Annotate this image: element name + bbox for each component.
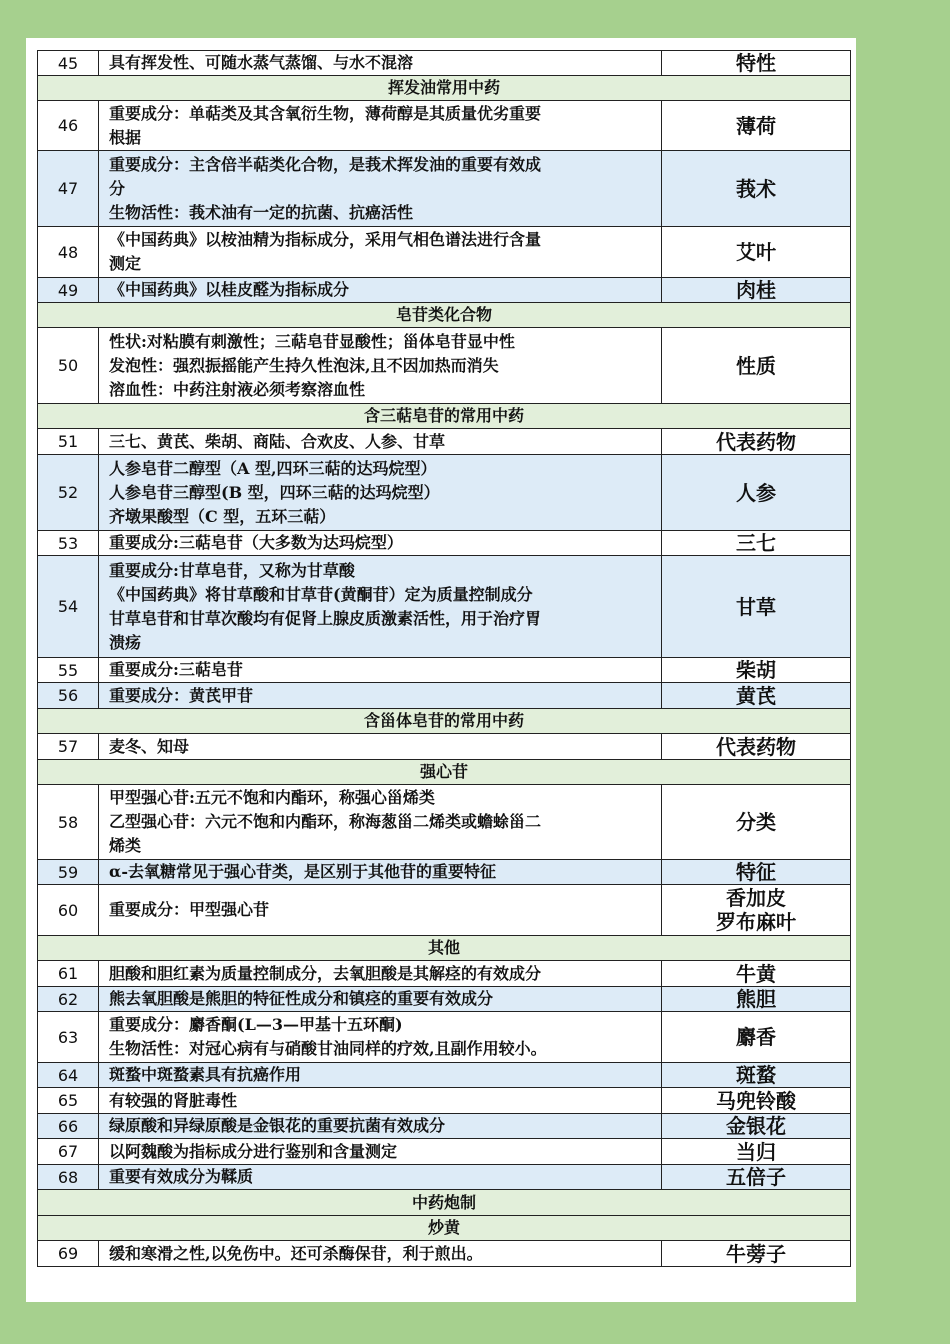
row-description bbox=[99, 1063, 662, 1088]
answer-line: 牛蒡子 bbox=[726, 1241, 786, 1266]
row-answer bbox=[662, 51, 851, 76]
row-number: 59 bbox=[38, 860, 99, 885]
section-title: 皂苷类化合物 bbox=[38, 303, 851, 328]
row-answer bbox=[662, 1139, 851, 1165]
row-answer bbox=[662, 734, 851, 760]
row-description bbox=[99, 1012, 662, 1063]
table-row bbox=[38, 683, 851, 709]
row-number: 48 bbox=[38, 227, 99, 278]
description-line: 甲型强心苷:五元不饱和内酯环，称强心甾烯类 bbox=[109, 788, 435, 807]
row-answer bbox=[662, 987, 851, 1012]
row-number: 53 bbox=[38, 531, 99, 556]
row-number: 55 bbox=[38, 658, 99, 683]
answer-line: 五倍子 bbox=[726, 1165, 786, 1189]
row-description bbox=[99, 1139, 662, 1165]
description-line: 分 bbox=[109, 178, 126, 198]
description-line: 齐墩果酸型（C 型，五环三萜） bbox=[109, 506, 336, 526]
row-answer bbox=[662, 328, 851, 404]
section-title: 炒黄 bbox=[38, 1216, 851, 1241]
row-answer bbox=[662, 1241, 851, 1267]
row-description bbox=[99, 429, 662, 455]
section-header-row bbox=[38, 76, 851, 101]
table-body bbox=[38, 51, 851, 1267]
description-line: 重要成分：甲型强心苷 bbox=[109, 900, 270, 919]
row-description bbox=[99, 1241, 662, 1267]
answer-line: 莪术 bbox=[736, 176, 776, 201]
row-description bbox=[99, 1088, 662, 1114]
table-row bbox=[38, 1241, 851, 1267]
description-line: 人参皂苷二醇型（A 型,四环三萜的达玛烷型） bbox=[109, 458, 437, 478]
row-answer bbox=[662, 151, 851, 227]
row-answer bbox=[662, 683, 851, 709]
section-header-row bbox=[38, 1216, 851, 1241]
description-line: 性状:对粘膜有刺激性；三萜皂苷显酸性；甾体皂苷显中性 bbox=[109, 331, 515, 351]
description-line: 生物活性：对冠心病有与硝酸甘油同样的疗效,且副作用较小。 bbox=[109, 1039, 547, 1058]
row-number: 57 bbox=[38, 734, 99, 760]
answer-line: 人参 bbox=[736, 480, 776, 505]
row-number: 46 bbox=[38, 101, 99, 151]
table-row bbox=[38, 51, 851, 76]
answer-line: 罗布麻叶 bbox=[716, 910, 796, 934]
description-line: 重要成分：单萜类及其含氧衍生物，薄荷醇是其质量优劣重要 bbox=[109, 103, 542, 123]
answer-line: 甘草 bbox=[736, 594, 776, 619]
table-row bbox=[38, 1165, 851, 1190]
table-row bbox=[38, 429, 851, 455]
description-line: 人参皂苷三醇型(B 型，四环三萜的达玛烷型） bbox=[109, 482, 440, 502]
answer-line: 斑蝥 bbox=[736, 1063, 776, 1087]
description-line: 重要有效成分为鞣质 bbox=[109, 1167, 254, 1186]
answer-line: 特性 bbox=[736, 51, 776, 75]
section-header-row bbox=[38, 1190, 851, 1216]
row-answer bbox=[662, 1063, 851, 1088]
table-row bbox=[38, 455, 851, 531]
description-line: 溶血性：中药注射液必须考察溶血性 bbox=[109, 379, 366, 399]
row-number: 51 bbox=[38, 429, 99, 455]
description-line: 三七、黄芪、柴胡、商陆、合欢皮、人参、甘草 bbox=[109, 431, 446, 451]
answer-line: 黄芪 bbox=[736, 683, 776, 708]
table-row bbox=[38, 556, 851, 658]
row-answer bbox=[662, 860, 851, 885]
row-answer bbox=[662, 455, 851, 531]
row-description bbox=[99, 101, 662, 151]
table-row bbox=[38, 101, 851, 151]
table-row bbox=[38, 961, 851, 987]
row-description bbox=[99, 1165, 662, 1190]
description-line: 重要成分：黄芪甲苷 bbox=[109, 685, 254, 705]
table-row bbox=[38, 328, 851, 404]
section-title: 含三萜皂苷的常用中药 bbox=[38, 404, 851, 429]
description-line: 测定 bbox=[109, 254, 142, 273]
answer-line: 特征 bbox=[736, 860, 776, 884]
description-line: 重要成分:三萜皂苷 bbox=[109, 660, 243, 679]
section-header-row bbox=[38, 303, 851, 328]
table-row bbox=[38, 151, 851, 227]
description-line: 发泡性：强烈振摇能产生持久性泡沫,且不因加热而消失 bbox=[109, 355, 499, 375]
table-row bbox=[38, 1063, 851, 1088]
table-row bbox=[38, 734, 851, 760]
table-row bbox=[38, 1012, 851, 1063]
description-line: 溃疡 bbox=[109, 632, 142, 652]
answer-line: 薄荷 bbox=[736, 113, 776, 138]
answer-line: 熊胆 bbox=[736, 987, 776, 1011]
row-answer bbox=[662, 961, 851, 987]
description-line: 麦冬、知母 bbox=[109, 736, 190, 756]
description-line: α-去氧糖常见于强心苷类，是区别于其他苷的重要特征 bbox=[109, 862, 496, 881]
row-answer bbox=[662, 101, 851, 151]
row-description bbox=[99, 455, 662, 531]
row-number: 54 bbox=[38, 556, 99, 658]
description-line: 熊去氧胆酸是熊胆的特征性成分和镇痉的重要有效成分 bbox=[109, 989, 494, 1008]
answer-line: 牛黄 bbox=[736, 961, 776, 986]
table-row bbox=[38, 885, 851, 936]
row-description bbox=[99, 885, 662, 936]
row-answer bbox=[662, 1114, 851, 1139]
answer-line: 代表药物 bbox=[716, 734, 796, 759]
section-title: 含甾体皂苷的常用中药 bbox=[38, 709, 851, 734]
description-line: 重要成分:三萜皂苷（大多数为达玛烷型） bbox=[109, 533, 403, 552]
row-number: 65 bbox=[38, 1088, 99, 1114]
description-line: 胆酸和胆红素为质量控制成分，去氧胆酸是其解痉的有效成分 bbox=[109, 963, 542, 983]
section-title: 强心苷 bbox=[38, 760, 851, 785]
row-answer bbox=[662, 556, 851, 658]
row-number: 68 bbox=[38, 1165, 99, 1190]
answer-line: 艾叶 bbox=[736, 240, 776, 264]
row-description bbox=[99, 556, 662, 658]
row-description bbox=[99, 734, 662, 760]
row-answer bbox=[662, 1088, 851, 1114]
answer-line: 性质 bbox=[736, 353, 776, 378]
description-line: 《中国药典》以桂皮醛为指标成分 bbox=[109, 280, 350, 299]
row-description bbox=[99, 227, 662, 278]
row-description bbox=[99, 531, 662, 556]
description-line: 甘草皂苷和甘草次酸均有促肾上腺皮质激素活性，用于治疗胃 bbox=[109, 608, 542, 628]
row-answer bbox=[662, 658, 851, 683]
answer-line: 柴胡 bbox=[736, 658, 776, 682]
table-row bbox=[38, 1088, 851, 1114]
row-answer bbox=[662, 1165, 851, 1190]
table-row bbox=[38, 658, 851, 683]
row-description bbox=[99, 1114, 662, 1139]
row-description bbox=[99, 328, 662, 404]
row-number: 69 bbox=[38, 1241, 99, 1267]
answer-line: 马兜铃酸 bbox=[716, 1088, 796, 1113]
description-line: 《中国药典》以桉油精为指标成分，采用气相色谱法进行含量 bbox=[109, 230, 542, 249]
answer-line: 分类 bbox=[736, 810, 776, 834]
table-row bbox=[38, 1139, 851, 1165]
row-number: 58 bbox=[38, 785, 99, 860]
row-number: 62 bbox=[38, 987, 99, 1012]
description-line: 烯类 bbox=[109, 836, 142, 855]
answer-line: 香加皮 bbox=[726, 886, 786, 910]
description-line: 生物活性：莪术油有一定的抗菌、抗癌活性 bbox=[109, 202, 414, 222]
section-header-row bbox=[38, 936, 851, 961]
description-line: 重要成分：主含倍半萜类化合物，是莪术挥发油的重要有效成 bbox=[109, 154, 542, 174]
row-description bbox=[99, 151, 662, 227]
description-line: 缓和寒滑之性,以免伤中。还可杀酶保苷，利于煎出。 bbox=[109, 1243, 483, 1263]
row-number: 56 bbox=[38, 683, 99, 709]
description-line: 具有挥发性、可随水蒸气蒸馏、与水不混溶 bbox=[109, 53, 414, 72]
section-title: 中药炮制 bbox=[38, 1190, 851, 1216]
row-number: 60 bbox=[38, 885, 99, 936]
herbal-medicine-table bbox=[37, 50, 851, 1267]
row-number: 63 bbox=[38, 1012, 99, 1063]
row-description bbox=[99, 961, 662, 987]
description-line: 有较强的肾脏毒性 bbox=[109, 1090, 238, 1110]
section-title: 其他 bbox=[38, 936, 851, 961]
table-row bbox=[38, 987, 851, 1012]
row-answer bbox=[662, 227, 851, 278]
answer-line: 麝香 bbox=[736, 1025, 776, 1049]
section-header-row bbox=[38, 709, 851, 734]
description-line: 斑蝥中斑蝥素具有抗癌作用 bbox=[109, 1065, 302, 1084]
row-number: 66 bbox=[38, 1114, 99, 1139]
description-line: 《中国药典》将甘草酸和甘草苷(黄酮苷）定为质量控制成分 bbox=[109, 584, 533, 604]
table-row bbox=[38, 785, 851, 860]
section-title: 挥发油常用中药 bbox=[38, 76, 851, 101]
answer-line: 肉桂 bbox=[736, 278, 776, 302]
row-description bbox=[99, 860, 662, 885]
row-number: 45 bbox=[38, 51, 99, 76]
table-row bbox=[38, 860, 851, 885]
row-answer bbox=[662, 885, 851, 936]
row-description bbox=[99, 683, 662, 709]
table-row bbox=[38, 227, 851, 278]
answer-line: 当归 bbox=[736, 1139, 776, 1164]
section-header-row bbox=[38, 404, 851, 429]
answer-line: 三七 bbox=[736, 531, 776, 555]
row-answer bbox=[662, 531, 851, 556]
row-number: 67 bbox=[38, 1139, 99, 1165]
description-line: 乙型强心苷：六元不饱和内酯环，称海葱甾二烯类或蟾蜍甾二 bbox=[109, 812, 542, 831]
row-description bbox=[99, 987, 662, 1012]
row-description bbox=[99, 785, 662, 860]
table-row bbox=[38, 278, 851, 303]
description-line: 重要成分：麝香酮(L—3—甲基十五环酮) bbox=[109, 1015, 403, 1034]
row-description bbox=[99, 51, 662, 76]
description-line: 重要成分:甘草皂苷，又称为甘草酸 bbox=[109, 560, 355, 580]
row-answer bbox=[662, 785, 851, 860]
description-line: 绿原酸和异绿原酸是金银花的重要抗菌有效成分 bbox=[109, 1116, 446, 1135]
row-answer bbox=[662, 429, 851, 455]
row-description bbox=[99, 658, 662, 683]
row-number: 47 bbox=[38, 151, 99, 227]
answer-line: 代表药物 bbox=[716, 429, 796, 454]
description-line: 以阿魏酸为指标成分进行鉴别和含量测定 bbox=[109, 1141, 398, 1161]
description-line: 根据 bbox=[109, 127, 142, 147]
row-number: 50 bbox=[38, 328, 99, 404]
row-number: 52 bbox=[38, 455, 99, 531]
row-answer bbox=[662, 278, 851, 303]
row-answer bbox=[662, 1012, 851, 1063]
table-row bbox=[38, 1114, 851, 1139]
answer-line: 金银花 bbox=[726, 1114, 786, 1138]
row-description bbox=[99, 278, 662, 303]
row-number: 49 bbox=[38, 278, 99, 303]
section-header-row bbox=[38, 760, 851, 785]
table-row bbox=[38, 531, 851, 556]
row-number: 64 bbox=[38, 1063, 99, 1088]
row-number: 61 bbox=[38, 961, 99, 987]
